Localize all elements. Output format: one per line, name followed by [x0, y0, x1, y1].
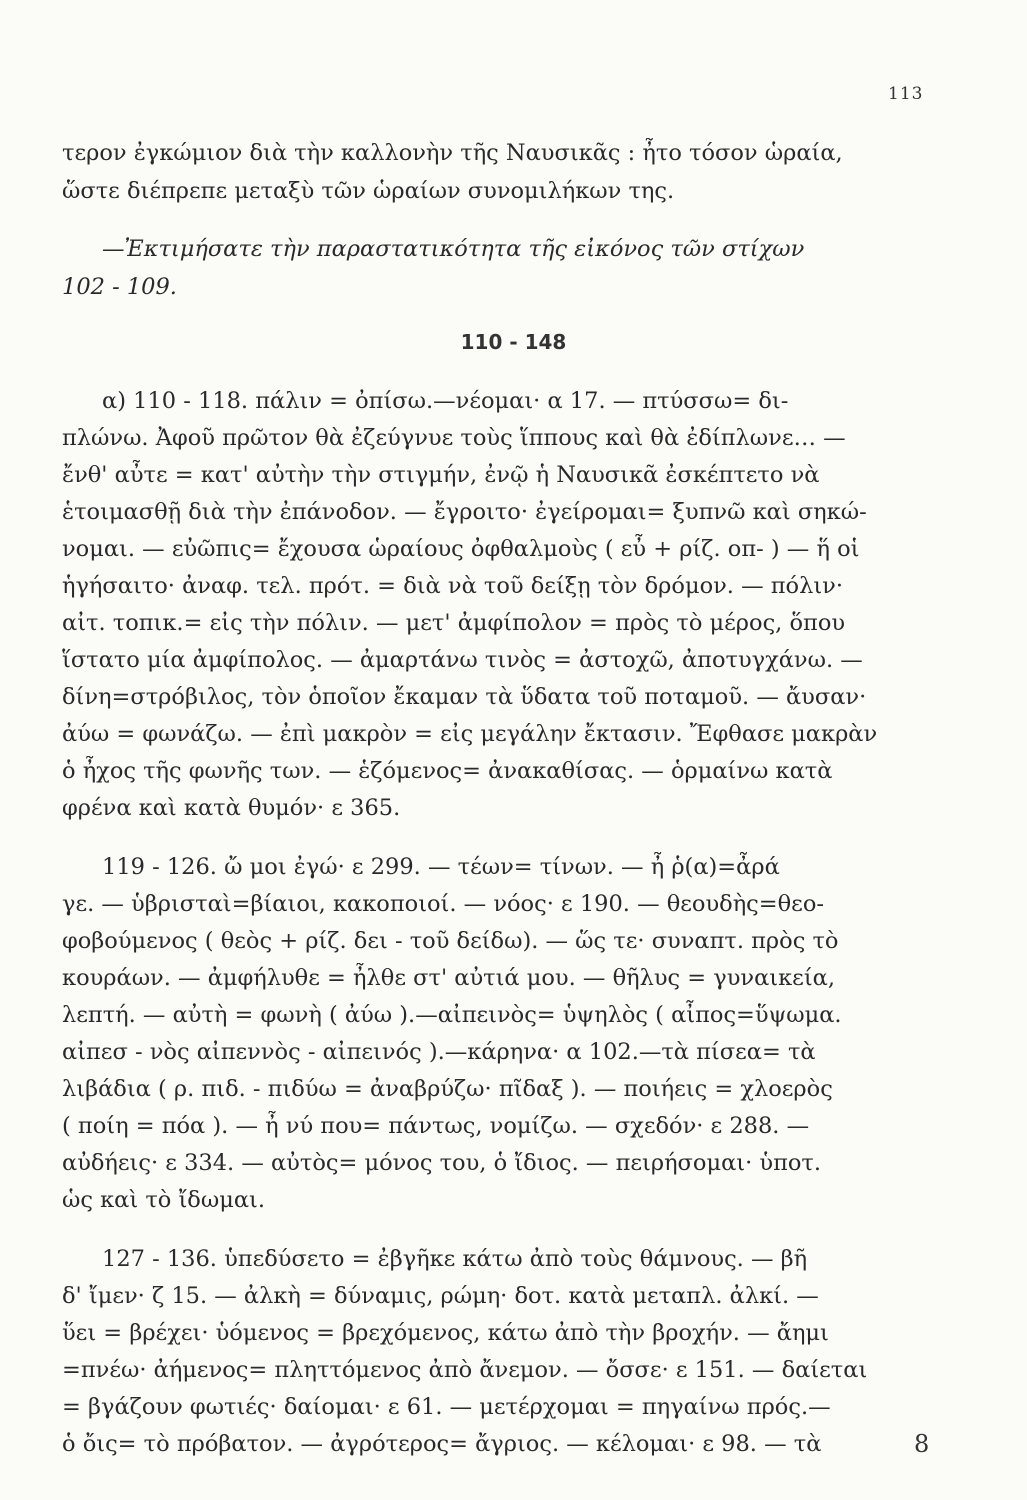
text-line: ἑτοιμασθῇ διὰ τὴν ἐπάνοδον. — ἔγροιτο· ἐγείρομαι= ξυπνῶ καὶ σηκώ- — [62, 499, 867, 525]
text-line: ἡγήσαιτο· ἀναφ. τελ. πρότ. = διὰ νὰ τοῦ δείξῃ τὸν δρόμον. — πόλιν· — [62, 573, 843, 599]
question-line: —Ἐκτιμήσατε τὴν παραστατικότητα τῆς εἰκόνος τῶν στίχων — [102, 236, 805, 262]
text-line: νομαι. — εὐῶπις= ἔχουσα ὡραίους ὀφθαλμοὺς ( εὖ + ρίζ. οπ- ) — ἥ οἱ — [62, 536, 860, 562]
text-line: δίνη=στρόβιλος, τὸν ὁποῖον ἔκαμαν τὰ ὕδατα τοῦ ποταμοῦ. — ἄυσαν· — [62, 684, 867, 710]
text-line: 127 - 136. ὑπεδύσετο = ἐβγῆκε κάτω ἀπὸ τοὺς θάμνους. — βῆ — [102, 1246, 808, 1272]
text-line: ἀύω = φωνάζω. — ἐπὶ μακρὸν = εἰς μεγάλην ἔκτασιν. Ἔφθασε μακρὰν — [62, 721, 878, 747]
text-line: δ' ἴμεν· ζ 15. — ἀλκὴ = δύναμις, ρώμη· δοτ. κατὰ μεταπλ. ἀλκί. — — [62, 1283, 819, 1309]
text-line: α) 110 - 118. πάλιν = ὀπίσω.—νέομαι· α 17. — πτύσσω= δι- — [102, 388, 789, 414]
text-line: ὁ ὄις= τὸ πρόβατον. — ἀγρότερος= ἄγριος. — κέλομαι· ε 98. — τὰ — [62, 1431, 822, 1457]
text-line: τερον ἐγκώμιον διὰ τὴν καλλονὴν τῆς Ναυσικᾶς : ἦτο τόσον ὡραία, — [62, 140, 843, 166]
text-line: 119 - 126. ὤ μοι ἐγώ· ε 299. — τέων= τίνων. — ἦ ῥ(α)=ἆρά — [102, 854, 780, 880]
text-line: = βγάζουν φωτιές· δαίομαι· ε 61. — μετέρχομαι = πηγαίνω πρός.— — [62, 1394, 831, 1420]
page-number-top: 113 — [888, 84, 924, 104]
text-line: ὥστε διέπρεπε μεταξὺ τῶν ὡραίων συνομιλήκων της. — [62, 178, 675, 204]
text-line: ὕει = βρέχει· ὑόμενος = βρεχόμενος, κάτω ἀπὸ τὴν βροχήν. — ἄημι — [62, 1320, 829, 1346]
text-line: αὐδήεις· ε 334. — αὐτὸς= μόνος του, ὁ ἴδιος. — πειρήσομαι· ὑποτ. — [62, 1150, 822, 1176]
text-line: πλώνω. Ἀφοῦ πρῶτον θὰ ἐζεύγνυε τοὺς ἵππους καὶ θὰ ἐδίπλωνε… — — [62, 425, 846, 451]
text-line: ὁ ἦχος τῆς φωνῆς των. — ἑζόμενος= ἀνακαθίσας. — ὁρμαίνω κατὰ — [62, 758, 833, 784]
text-line: αἰτ. τοπικ.= εἰς τὴν πόλιν. — μετ' ἀμφίπολον = πρὸς τὸ μέρος, ὅπου — [62, 610, 846, 636]
section-heading: 110 - 148 — [460, 330, 567, 354]
text-line: ἵστατο μία ἀμφίπολος. — ἀμαρτάνω τινὸς = ἀστοχῶ, ἀποτυγχάνω. — — [62, 647, 863, 673]
text-line: =πνέω· ἀήμενος= πληττόμενος ἀπὸ ἄνεμον. — ὄσσε· ε 151. — δαίεται — [62, 1357, 868, 1383]
text-line: κουράων. — ἀμφήλυθε = ἦλθε στ' αὐτιά μου. — θῆλυς = γυναικεία, — [62, 965, 835, 991]
text-line: λιβάδια ( ρ. πιδ. - πιδύω = ἀναβρύζω· πῖδαξ ). — ποιήεις = χλοερὸς — [62, 1076, 833, 1102]
question-line: 102 - 109. — [62, 274, 177, 300]
text-line: γε. — ὑβρισταὶ=βίαιοι, κακοποιοί. — νόος· ε 190. — θεουδὴς=θεο- — [62, 891, 824, 917]
text-line: αἰπεσ - νὸς αἰπεννὸς - αἰπεινός ).—κάρηνα· α 102.—τὰ πίσεα= τὰ — [62, 1039, 816, 1065]
text-line: ( ποίη = πόα ). — ἦ νύ που= πάντως, νομίζω. — σχεδόν· ε 288. — — [62, 1113, 810, 1139]
page-number-bottom: 8 — [914, 1430, 930, 1458]
text-line: φοβούμενος ( θεὸς + ρίζ. δει - τοῦ δείδω). — ὥς τε· συναπτ. πρὸς τὸ — [62, 928, 839, 954]
text-line: φρένα καὶ κατὰ θυμόν· ε 365. — [62, 795, 401, 821]
text-line: ὡς καὶ τὸ ἴδωμαι. — [62, 1187, 265, 1213]
text-line: ἔνθ' αὖτε = κατ' αὐτὴν τὴν στιγμήν, ἐνῷ ἡ Ναυσικᾶ ἐσκέπτετο νὰ — [62, 462, 820, 488]
text-line: λεπτή. — αὐτὴ = φωνὴ ( ἀύω ).—αἰπεινὸς= ὑψηλὸς ( αἶπος=ὕψωμα. — [62, 1002, 842, 1028]
